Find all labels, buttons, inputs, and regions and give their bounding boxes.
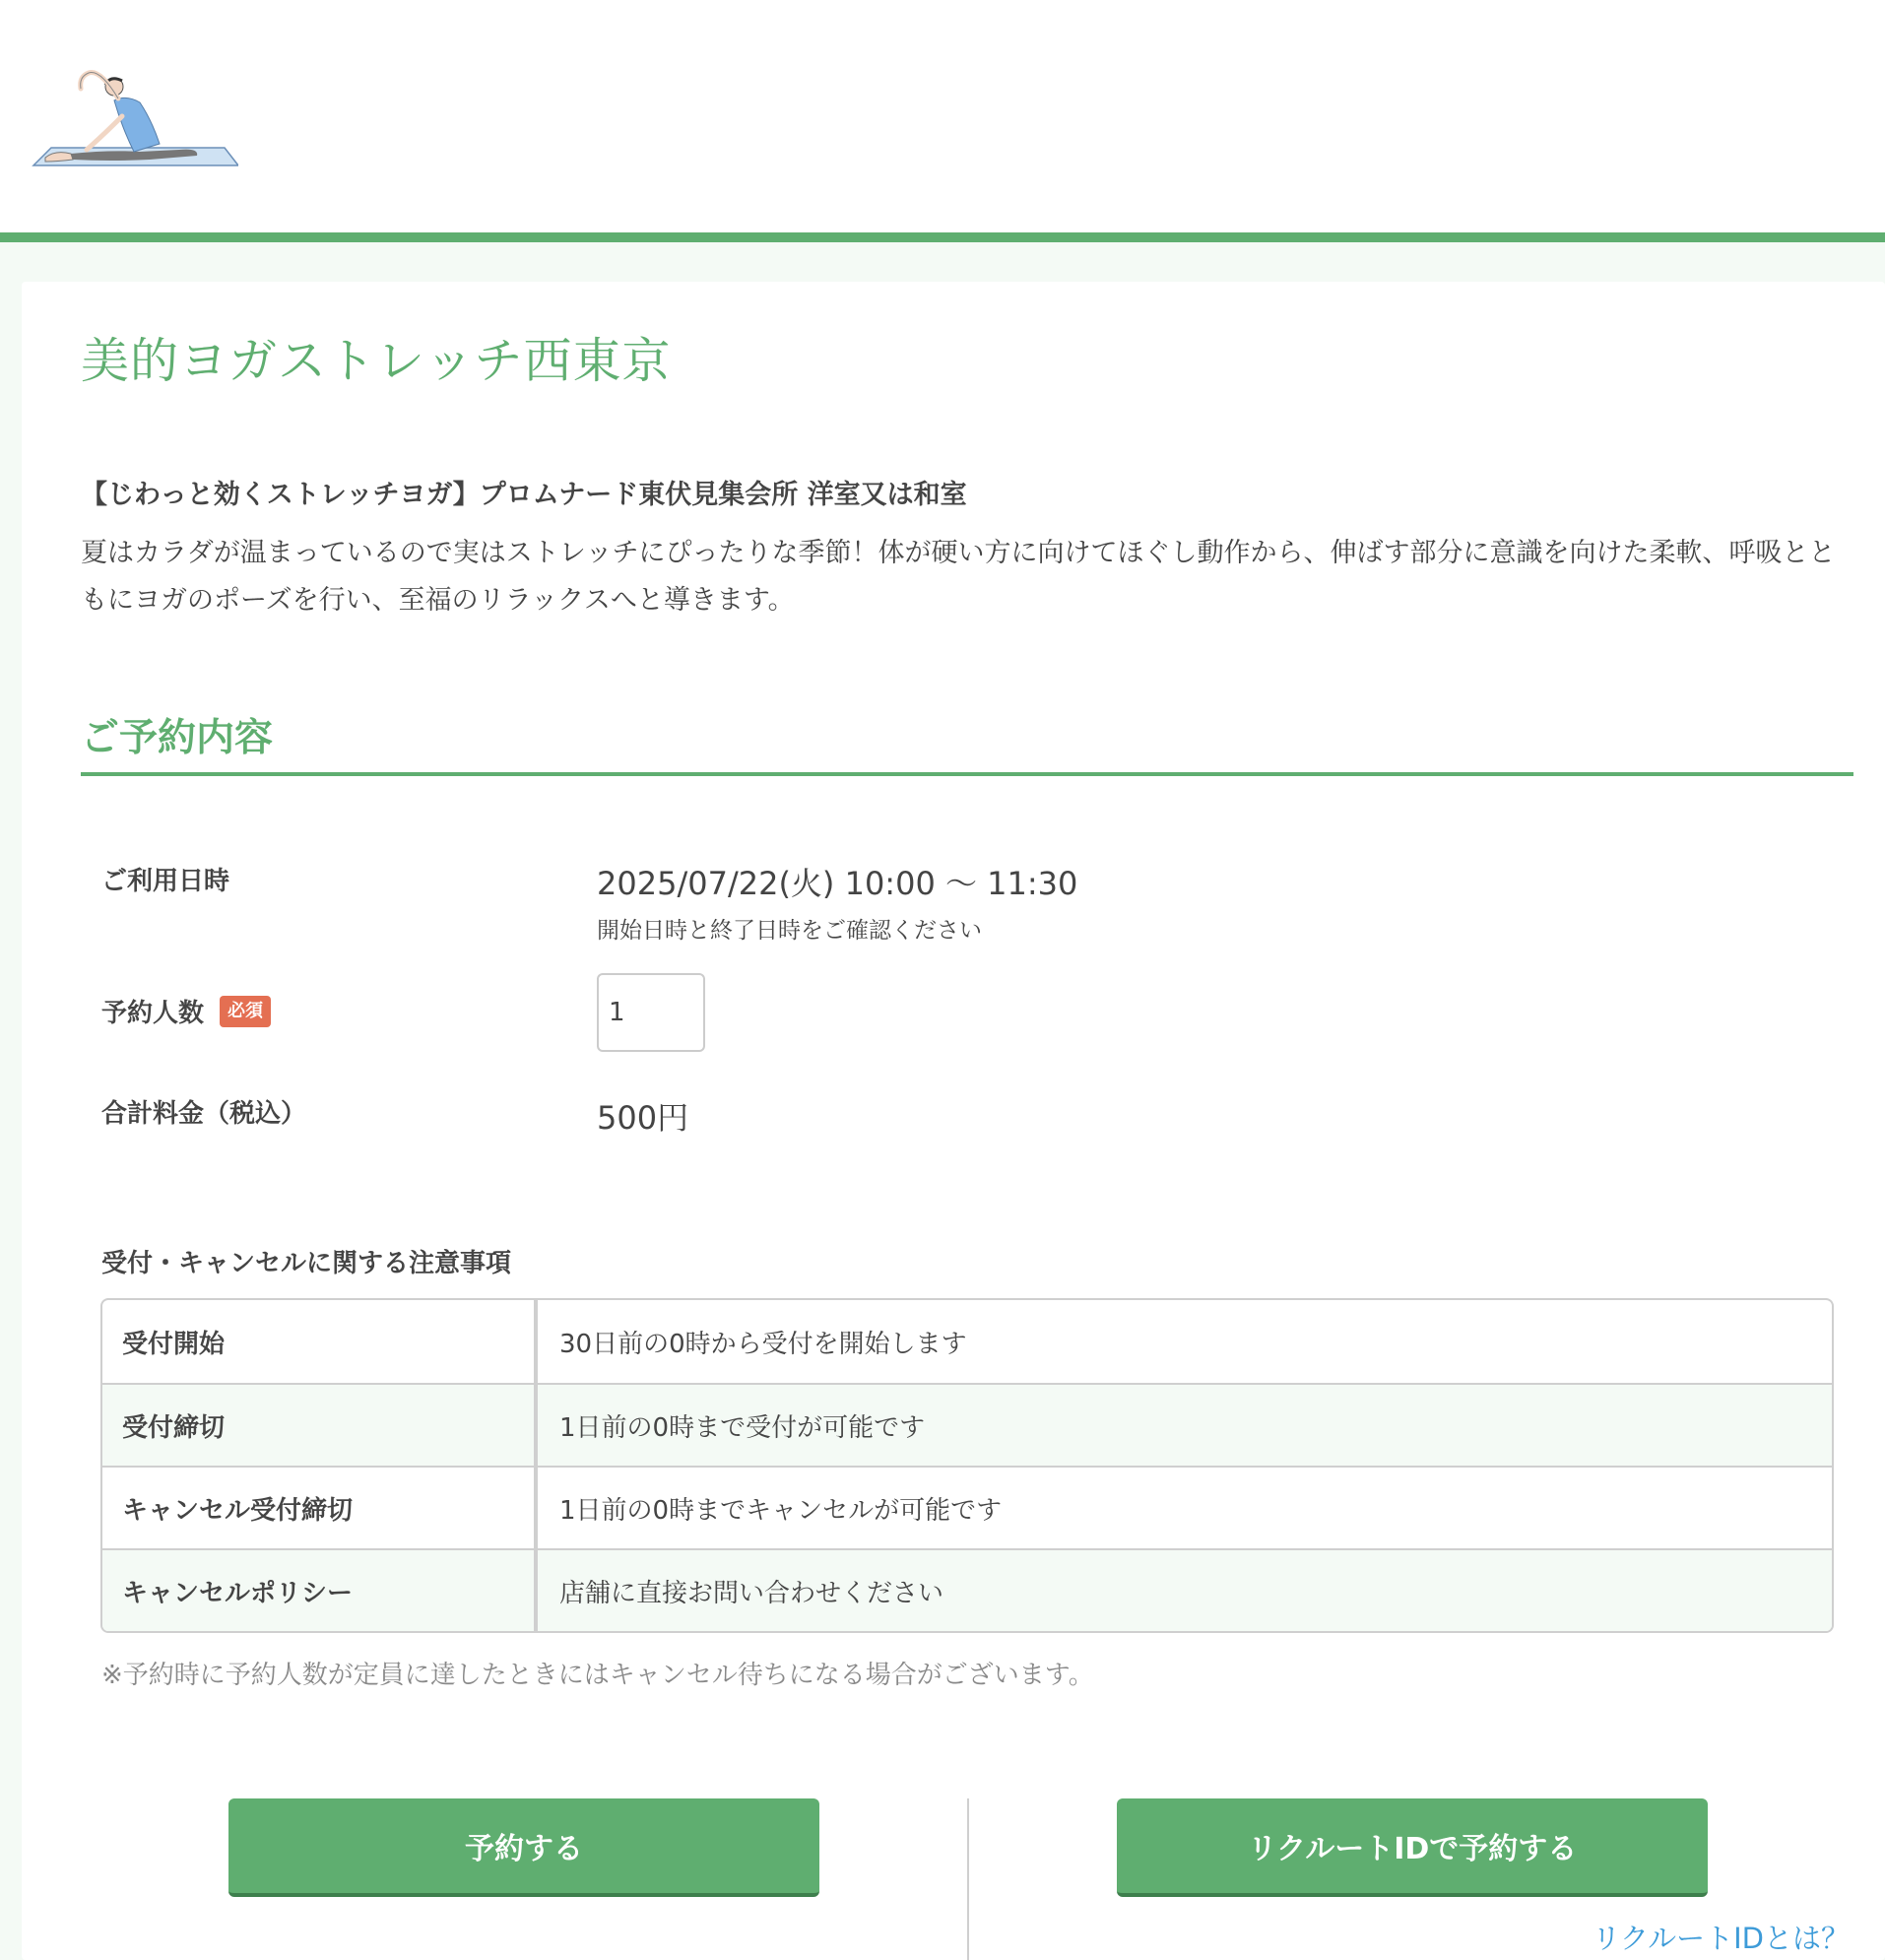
plan-description: 夏はカラダが温まっているので実はストレッチにぴったりな季節！体が硬い方に向けてほぐし動作から、伸ばす部分に意識を向けた柔軟、呼吸とともにヨガのポーズを行い、至福のリラックスへと導きます。 <box>81 538 1836 616</box>
count-input[interactable] <box>597 973 705 1052</box>
policy-table <box>100 1298 1834 1633</box>
table-row <box>102 1300 1832 1383</box>
policy-head: キャンセル受付締切 <box>102 1468 538 1548</box>
policy-value: 店舗に直接お問い合わせください <box>559 1578 944 1608</box>
reserve-button[interactable]: 予約する <box>228 1798 819 1897</box>
policy-head: キャンセルポリシー <box>102 1550 538 1631</box>
table-row <box>102 1548 1832 1631</box>
yoga-logo-icon[interactable] <box>32 59 238 169</box>
reservation-section-title: ご予約内容 <box>81 716 274 760</box>
site-header <box>0 0 1885 232</box>
table-row <box>102 1383 1832 1466</box>
section-divider <box>81 772 1853 776</box>
count-label <box>101 993 271 1029</box>
total-label <box>101 1093 306 1130</box>
policy-value: 1日前の0時までキャンセルが可能です <box>559 1495 1003 1526</box>
waitlist-footnote: ※予約時に予約人数が定員に達したときにはキャンセル待ちになる場合がございます。 <box>101 1661 1094 1690</box>
policy-value: 1日前の0時まで受付が可能です <box>559 1412 926 1443</box>
datetime-label <box>101 861 229 897</box>
recruit-id-reserve-button[interactable]: リクルートIDで予約する <box>1117 1798 1708 1897</box>
policy-value: 30日前の0時から受付を開始します <box>559 1329 967 1359</box>
policy-head: 受付締切 <box>102 1385 538 1466</box>
datetime-note: 開始日時と終了日時をご確認ください <box>597 918 982 944</box>
table-row <box>102 1466 1832 1548</box>
total-value: 500円 <box>597 1099 689 1137</box>
shop-title: 美的ヨガストレッチ西東京 <box>81 333 672 389</box>
recruit-id-help-link[interactable]: リクルートIDとは？ <box>1592 1922 1850 1955</box>
datetime-value: 2025/07/22(火) 10:00 〜 11:30 <box>597 865 1078 902</box>
notice-title: 受付・キャンセルに関する注意事項 <box>101 1249 512 1278</box>
total-label-text: 合計料金（税込） <box>101 1099 307 1129</box>
required-badge: 必須 <box>220 996 271 1027</box>
count-label-text: 予約人数 <box>101 999 205 1028</box>
policy-head: 受付開始 <box>102 1300 538 1383</box>
datetime-label-text: ご利用日時 <box>101 867 230 896</box>
plan-title: 【じわっと効くストレッチヨガ】プロムナード東伏見集会所 洋室又は和室 <box>81 480 967 510</box>
button-divider <box>967 1798 969 1960</box>
header-divider <box>0 232 1885 242</box>
